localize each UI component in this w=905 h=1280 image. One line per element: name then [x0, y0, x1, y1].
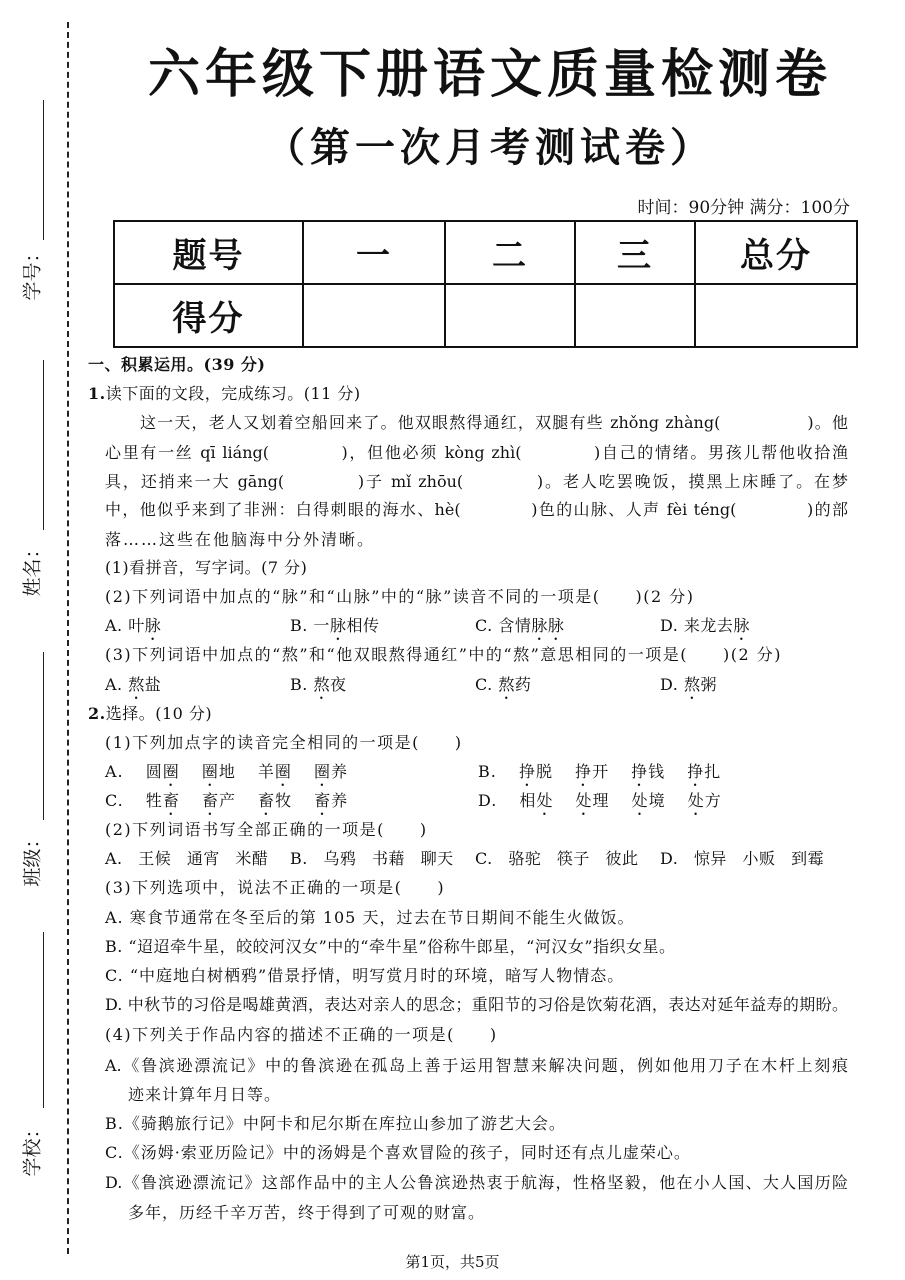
option-text: 盐: [144, 675, 162, 694]
dotted-character: 熬: [498, 675, 515, 694]
score-table-score-row: [114, 284, 857, 347]
option-d: [478, 790, 722, 819]
student-id-blank-line: [43, 100, 44, 240]
option-text: 地 羊: [218, 762, 275, 781]
option-c: C.《汤姆·索亚历险记》中的汤姆是个喜欢冒险的孩子，同时还有点儿虚荣心。: [105, 1143, 691, 1162]
option-text: D. 来龙去: [660, 616, 734, 635]
part-1-header: 一: [303, 221, 445, 284]
sub-question-stem: (3)下列词语中加点的“熬”和“他双眼熬得通红”中的“熬”意思相同的一项是( )(2 分): [105, 645, 782, 664]
option-d: [660, 615, 750, 644]
part-2-score-cell: [445, 284, 575, 347]
option-text: 夜: [329, 675, 347, 694]
part-2-header: 二: [445, 221, 575, 284]
dotted-character: 脉: [144, 616, 162, 635]
passage-line: 心里有一丝 qī liáng( )，但他必须 kòng zhì( )自己的情绪。男孩儿帮他收拾渔: [105, 443, 848, 462]
option-text: 方: [704, 791, 722, 810]
passage-line: 中，他似乎来到了非洲：白得刺眼的海水、hè( )色的山脉、人声 fèi téng( )的部: [105, 500, 848, 519]
question-1-prompt: [88, 383, 361, 405]
dotted-character: 处: [631, 791, 649, 810]
sub-question-stem: (1)下列加点字的读音完全相同的一项是( ): [105, 733, 463, 752]
score-table: [113, 220, 858, 348]
option-text: C. 含情: [475, 616, 532, 635]
option-a: A.《鲁滨逊漂流记》中的鲁滨逊在孤岛上善于运用智慧来解决问题，例如他用刀子在木杆上刻痕: [105, 1056, 848, 1075]
option-d: [660, 674, 717, 703]
passage-line: 落……这些在他脑海中分外清晰。: [105, 530, 376, 549]
sub-question-stem: (4)下列关于作品内容的描述不正确的一项是( ): [105, 1025, 498, 1044]
school-label: 学校：: [21, 1119, 44, 1177]
option-c: [475, 674, 531, 703]
option-a: [105, 761, 348, 790]
score-row-label: 得分: [114, 284, 303, 347]
option-text: 扎: [704, 762, 722, 781]
class-label: 班级：: [21, 829, 44, 887]
option-b: B. “迢迢牵牛星，皎皎河汉女”中的“牵牛星”俗称牛郎星，“河汉女”指织女星。: [105, 937, 676, 956]
exam-subtitle: （第一次月考测试卷）: [265, 124, 715, 171]
class-blank-line: [43, 652, 44, 820]
question-number-header: 题号: [114, 221, 303, 284]
option-a: [105, 674, 161, 703]
option-text: 理: [592, 791, 632, 810]
part-1-score-cell: [303, 284, 445, 347]
dotted-character: 畜: [258, 791, 276, 810]
option-text: C.: [475, 675, 499, 694]
name-label: 姓名：: [21, 539, 44, 597]
dotted-character: 熬: [128, 675, 145, 694]
option-text: D. 相: [478, 791, 537, 810]
part-3-header: 三: [575, 221, 695, 284]
dotted-character: 畜 畜: [162, 791, 219, 810]
question-2-prompt: [88, 703, 212, 725]
option-b: B. 乌鸦 书藉 聊天: [290, 849, 454, 868]
option-d: D. 中秋节的习俗是喝雄黄酒，表达对亲人的思念；重阳节的习俗是饮菊花酒，表达对延年益寿的期盼。: [105, 995, 848, 1014]
option-text: B.: [290, 675, 314, 694]
sub-question-stem: (3)下列选项中，说法不正确的一项是( ): [105, 878, 446, 897]
score-table-header-row: [114, 221, 857, 284]
question-number: 1.: [88, 384, 106, 403]
passage-line: 这一天，老人又划着空船回来了。他双眼熬得通红，双腿有些 zhǒng zhàng( )。他: [140, 413, 848, 432]
option-text: 养: [331, 762, 349, 781]
name-blank-line: [43, 360, 44, 530]
option-text: 牧: [275, 791, 315, 810]
option-text: C. 牲: [105, 791, 163, 810]
option-text: 脱: [535, 762, 576, 781]
option-d: D. 惊异 小贩 到霉: [660, 849, 825, 868]
option-d: D.《鲁滨逊漂流记》这部作品中的主人公鲁滨逊热衷于航海，性格坚毅，他在小人国、大人国历险: [105, 1173, 848, 1192]
question-number: 2.: [88, 704, 106, 723]
dotted-character: 畜: [314, 791, 332, 810]
option-b: B.《骑鹅旅行记》中阿卡和尼尔斯在库拉山参加了游艺大会。: [105, 1114, 566, 1133]
option-text: D.: [660, 675, 684, 694]
option-b: [290, 615, 379, 644]
option-b: [478, 761, 721, 790]
page-number: 第1页，共5页: [405, 1253, 500, 1271]
sub-question-stem: (1)看拼音，写字词。(7 分): [105, 558, 308, 577]
part-3-score-cell: [575, 284, 695, 347]
exam-title: 六年级下册语文质量检测卷: [147, 44, 832, 105]
dotted-character: 挣: [575, 762, 593, 781]
option-text: 相传: [346, 616, 380, 635]
sub-question-stem: (2)下列词语书写全部正确的一项是( ): [105, 820, 428, 839]
option-a: A. 王候 通宵 米醋: [105, 849, 269, 868]
total-score-header: 总分: [695, 221, 857, 284]
student-id-label: 学号：: [21, 243, 44, 301]
dotted-character: 挣: [518, 762, 536, 781]
question-text: 选择。(10 分): [105, 704, 213, 723]
option-text: A.: [105, 675, 129, 694]
school-blank-line: [43, 932, 44, 1108]
total-score-cell: [695, 284, 857, 347]
option-text: 药: [514, 675, 532, 694]
dotted-character: 熬: [683, 675, 701, 694]
dotted-character: 熬: [313, 675, 330, 694]
option-text: 产: [218, 791, 259, 810]
option-a: [105, 615, 161, 644]
question-text: 读下面的文段，完成练习。(11 分): [105, 384, 361, 403]
sub-question-stem: (2)下列词语中加点的“脉”和“山脉”中的“脉”读音不同的一项是( )(2 分): [105, 587, 695, 606]
dotted-character: 圈 圈: [274, 762, 332, 781]
passage-line: 具，还捎来一大 gāng( )子 mǐ zhōu( )。老人吃罢晚饭，摸黑上床睡了。在梦: [105, 472, 848, 491]
option-text: 粥: [700, 675, 717, 694]
option-c: C. “中庭地白树栖鸦”借景抒情，明写赏月时的环境，暗写人物情态。: [105, 966, 625, 985]
option-text: 开: [592, 762, 632, 781]
option-text: A. 叶: [105, 616, 145, 635]
option-c: [105, 790, 348, 819]
option-text: 境: [648, 791, 688, 810]
cut-line: [67, 22, 69, 1254]
time-and-score-info: 时间：90分钟 满分：100分: [637, 198, 850, 218]
option-a: A. 寒食节通常在冬至后的第 105 天，过去在节日期间不能生火做饭。: [105, 908, 635, 927]
dotted-character: 脉: [329, 616, 347, 635]
option-d-continued: 多年，历经千辛万苦，终于得到了可观的财富。: [128, 1203, 486, 1222]
dotted-character: 挣: [687, 762, 705, 781]
dotted-character: 处 处: [536, 791, 593, 810]
dotted-character: 圈 圈: [162, 762, 219, 781]
option-text: 钱: [648, 762, 688, 781]
option-c: [475, 615, 564, 644]
dotted-character: 脉脉: [531, 616, 565, 635]
option-text: A. 圆: [105, 762, 163, 781]
dotted-character: 处: [687, 791, 705, 810]
option-b: [290, 674, 346, 703]
dotted-character: 挣: [631, 762, 649, 781]
option-text: B. 一: [290, 616, 330, 635]
option-a-continued: 迹来计算年月日等。: [128, 1085, 282, 1104]
section-heading: 一、积累运用。(39 分): [88, 355, 266, 374]
dotted-character: 脉: [733, 616, 750, 635]
option-text: B.: [478, 762, 519, 781]
option-c: C. 骆驼 筷子 彼此: [475, 849, 639, 868]
option-text: 养: [331, 791, 349, 810]
